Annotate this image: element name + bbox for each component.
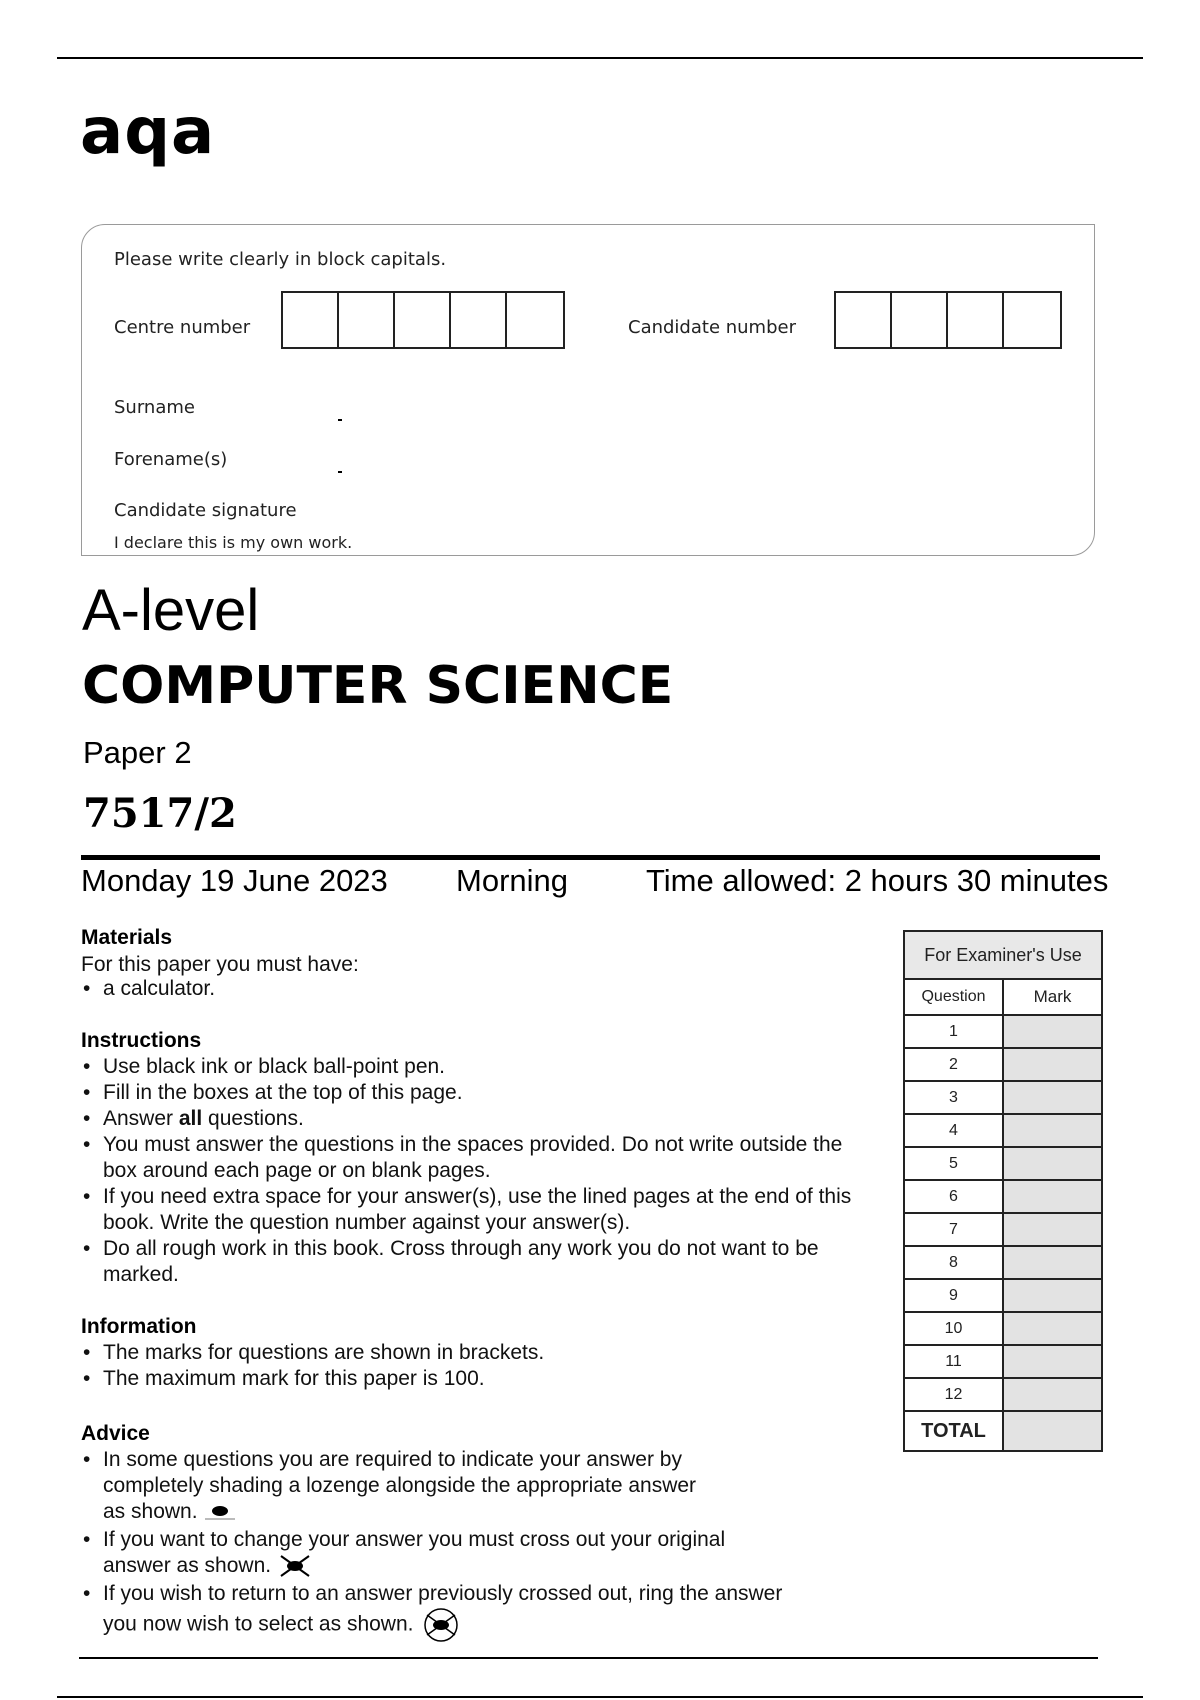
list-item (81, 1527, 781, 1581)
aqa-logo: aqa (80, 95, 216, 169)
instructions-heading: Instructions (81, 1029, 202, 1052)
centre-number-cell[interactable] (507, 293, 563, 347)
mark-cell (1003, 1048, 1102, 1081)
ringed-crossed-lozenge-icon (419, 1607, 463, 1643)
paper-title: Paper 2 (83, 735, 192, 770)
question-number-cell: 10 (904, 1312, 1003, 1345)
candidate-number-boxes[interactable] (834, 291, 1062, 349)
centre-number-cell[interactable] (395, 293, 451, 347)
block-capitals-instruction: Please write clearly in block capitals. (114, 249, 447, 270)
materials-heading: Materials (81, 926, 173, 949)
list-item: • The maximum mark for this paper is 100. (81, 1366, 881, 1392)
header-rule (81, 855, 1100, 860)
examiners-use-title: For Examiner's Use (904, 931, 1102, 979)
subject-title: COMPUTER SCIENCE (82, 656, 674, 716)
materials-list (81, 976, 881, 1002)
bottom-rule (57, 1696, 1143, 1698)
centre-number-label: Centre number (114, 317, 251, 338)
list-item: • Answer all questions. (81, 1106, 881, 1132)
materials-intro: For this paper you must have: (81, 953, 359, 976)
table-row (904, 1114, 1102, 1147)
mark-cell (1003, 1180, 1102, 1213)
advice-text: If you want to change your answer you must cross out your original answer as shown. (103, 1528, 726, 1577)
total-label: TOTAL (904, 1411, 1003, 1451)
question-number-cell: 7 (904, 1213, 1003, 1246)
table-row (904, 1279, 1102, 1312)
advice-heading: Advice (81, 1422, 150, 1445)
centre-number-boxes[interactable] (281, 291, 565, 349)
candidate-number-cell[interactable] (948, 293, 1004, 347)
information-heading: Information (81, 1315, 197, 1338)
table-row (904, 1147, 1102, 1180)
surname-label: Surname (114, 397, 195, 418)
list-item: • a calculator. (81, 976, 881, 1002)
advice-list (81, 1447, 781, 1643)
advice-text: In some questions you are required to indicate your answer by completely shading a lozenge alongside the appropriate answer as shown. (103, 1448, 697, 1523)
candidate-number-label: Candidate number (628, 317, 796, 338)
mark-cell (1003, 1147, 1102, 1180)
list-item: • Use black ink or black ball-point pen. (81, 1054, 881, 1080)
instructions-list (81, 1054, 881, 1288)
mark-cell (1003, 1246, 1102, 1279)
table-row (904, 1312, 1102, 1345)
exam-session: Morning (456, 863, 568, 898)
paper-code: 7517/2 (83, 790, 237, 837)
forenames-field[interactable] (338, 471, 342, 473)
table-row (904, 1378, 1102, 1411)
candidate-details-box (81, 224, 1095, 556)
list-item: • Do all rough work in this book. Cross through any work you do not want to be marked. (81, 1236, 823, 1288)
forenames-label: Forename(s) (114, 449, 228, 470)
question-number-cell: 11 (904, 1345, 1003, 1378)
advice-bottom-rule (79, 1657, 1098, 1659)
table-row (904, 1048, 1102, 1081)
advice-text: If you wish to return to an answer previously crossed out, ring the answer you now wish to select as shown. (103, 1582, 783, 1636)
qualification-title: A-level (82, 578, 260, 643)
exam-date: Monday 19 June 2023 (81, 863, 388, 898)
list-item: • If you need extra space for your answer(s), use the lined pages at the end of this book. Write the question number against your answer(s). (81, 1184, 881, 1236)
examiners-use-table (903, 930, 1103, 1452)
candidate-number-cell[interactable] (892, 293, 948, 347)
table-row (904, 1180, 1102, 1213)
total-mark-cell (1003, 1411, 1102, 1451)
filled-lozenge-icon (203, 1503, 237, 1521)
mark-cell (1003, 1114, 1102, 1147)
question-number-cell: 1 (904, 1015, 1003, 1048)
mark-cell (1003, 1279, 1102, 1312)
centre-number-cell[interactable] (283, 293, 339, 347)
list-item: • The marks for questions are shown in brackets. (81, 1340, 881, 1366)
mark-column-header: Mark (1003, 979, 1102, 1015)
table-row (904, 1246, 1102, 1279)
list-item: • Fill in the boxes at the top of this page. (81, 1080, 881, 1106)
question-number-cell: 8 (904, 1246, 1003, 1279)
question-number-cell: 6 (904, 1180, 1003, 1213)
declaration-text: I declare this is my own work. (114, 533, 353, 552)
mark-cell (1003, 1312, 1102, 1345)
information-list (81, 1340, 881, 1392)
mark-cell (1003, 1378, 1102, 1411)
table-row (904, 1015, 1102, 1048)
signature-label: Candidate signature (114, 500, 297, 521)
table-row (904, 1213, 1102, 1246)
centre-number-cell[interactable] (451, 293, 507, 347)
list-item: • You must answer the questions in the spaces provided. Do not write outside the box around each page or on blank pages. (81, 1132, 881, 1184)
crossed-lozenge-icon (277, 1554, 313, 1578)
mark-cell (1003, 1015, 1102, 1048)
surname-field[interactable] (338, 419, 342, 421)
list-item (81, 1581, 803, 1643)
question-number-cell: 4 (904, 1114, 1003, 1147)
candidate-number-cell[interactable] (1004, 293, 1060, 347)
mark-cell (1003, 1213, 1102, 1246)
question-number-cell: 9 (904, 1279, 1003, 1312)
question-number-cell: 2 (904, 1048, 1003, 1081)
centre-number-cell[interactable] (339, 293, 395, 347)
table-row (904, 1081, 1102, 1114)
question-column-header: Question (904, 979, 1003, 1015)
question-number-cell: 3 (904, 1081, 1003, 1114)
mark-cell (1003, 1081, 1102, 1114)
question-number-cell: 5 (904, 1147, 1003, 1180)
time-allowed: Time allowed: 2 hours 30 minutes (646, 863, 1109, 898)
mark-cell (1003, 1345, 1102, 1378)
question-number-cell: 12 (904, 1378, 1003, 1411)
table-row (904, 1345, 1102, 1378)
candidate-number-cell[interactable] (836, 293, 892, 347)
emphasis-all: all (178, 1107, 203, 1130)
list-item (81, 1447, 723, 1527)
top-rule (57, 57, 1143, 59)
